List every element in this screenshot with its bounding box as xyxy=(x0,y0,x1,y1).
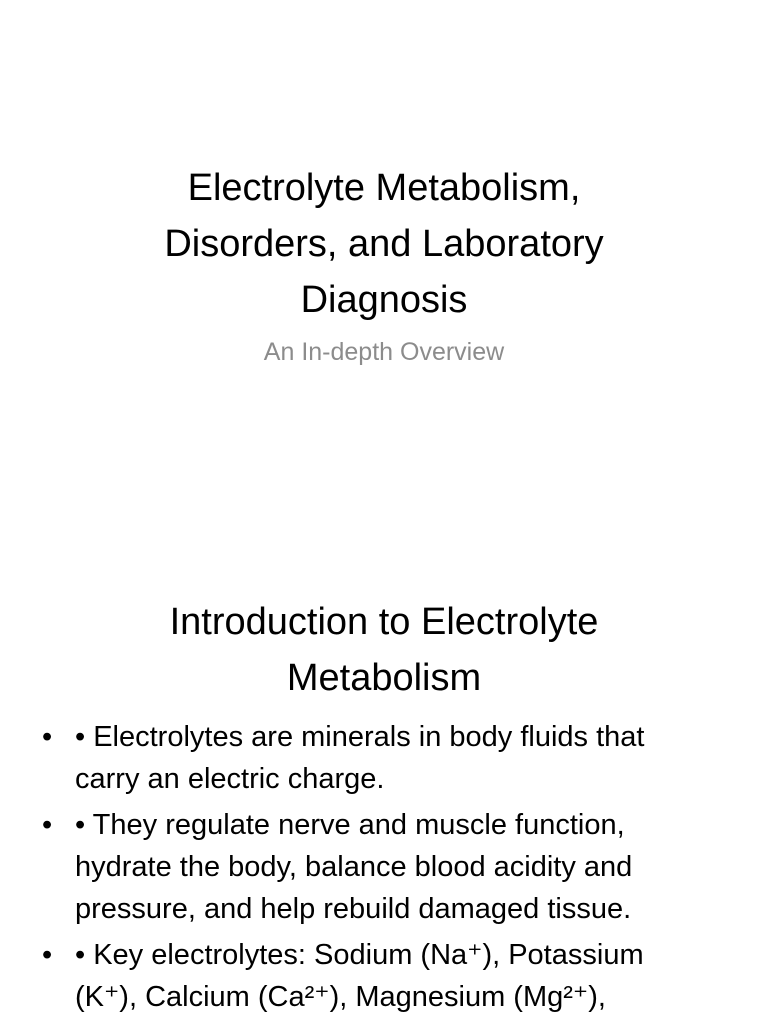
bullet-marker: • xyxy=(42,809,53,841)
slide-heading: Introduction to Electrolyte Metabolism xyxy=(169,601,599,699)
bullet-text: • Key electrolytes: Sodium (Na⁺), Potassium (K⁺), Calcium (Ca²⁺), Magnesium (Mg²⁺), xyxy=(75,939,644,1013)
bullet-marker: • xyxy=(42,939,53,971)
bullet-text: • Electrolytes are minerals in body fluids that carry an electric charge. xyxy=(75,721,645,795)
list-item xyxy=(0,934,670,1018)
bullet-marker: • xyxy=(42,721,53,753)
presentation-subtitle: An In-depth Overview xyxy=(263,338,505,366)
list-item xyxy=(0,716,670,800)
presentation-title: Electrolyte Metabolism, Disorders, and Laboratory Diagnosis xyxy=(164,167,604,321)
bullet-text: • They regulate nerve and muscle function, hydrate the body, balance blood acidity and pressure, and help rebuild damaged tissue. xyxy=(75,809,633,925)
bullet-list xyxy=(0,716,670,1022)
list-item xyxy=(0,804,670,930)
